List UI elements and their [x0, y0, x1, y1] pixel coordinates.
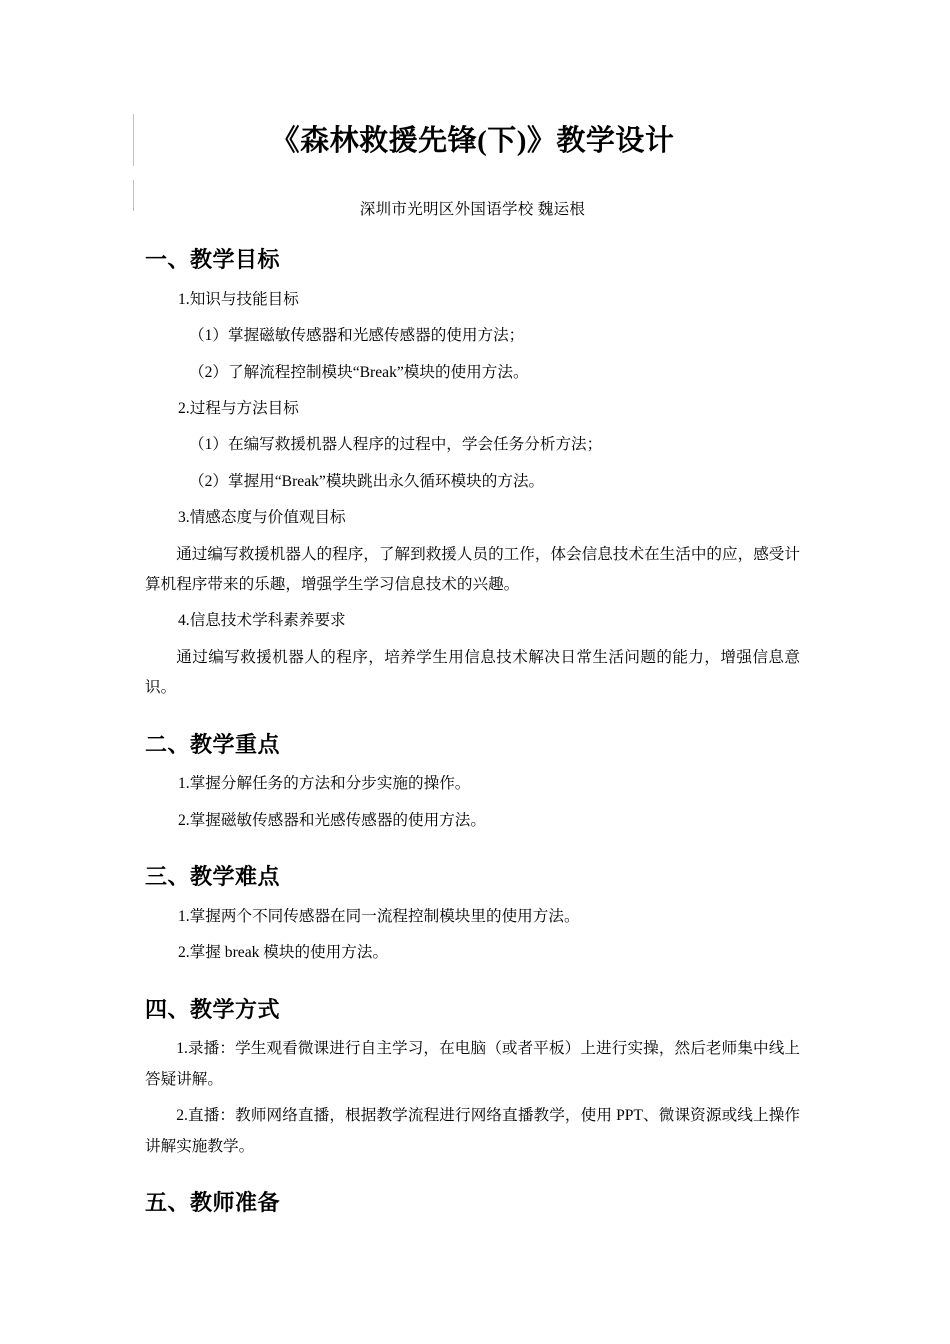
difficult-point-item-1: 1.掌握两个不同传感器在同一流程控制模块里的使用方法。: [178, 907, 580, 925]
key-point-item-2: 2.掌握磁敏传感器和光感传感器的使用方法。: [178, 811, 486, 829]
objective-item-3-paragraph: 通过编写救援机器人的程序，了解到救援人员的工作，体会信息技术在生活中的应，感受计算机程序带来的乐趣，增强学生学习信息技术的兴趣。: [145, 545, 800, 594]
change-bar-title: [133, 114, 134, 166]
objective-item-3-heading: 3.情感态度与价值观目标: [178, 509, 346, 527]
objective-item-1-heading: 1.知识与技能目标: [178, 290, 299, 308]
objective-item-4-heading: 4.信息技术学科素养要求: [178, 612, 346, 630]
teaching-method-item-2: 2.直播：教师网络直播，根据教学流程进行网络直播教学，使用 PPT、微课资源或线上操作讲解实施教学。: [145, 1107, 800, 1155]
change-bar-byline: [133, 180, 134, 211]
objective-item-1-sub-1: （1）掌握磁敏传感器和光感传感器的使用方法；: [189, 327, 525, 345]
difficult-point-item-2: 2.掌握 break 模块的使用方法。: [178, 944, 389, 962]
page-title: 《森林救援先锋(下)》教学设计: [270, 125, 675, 157]
section-heading-key-points: 二、教学重点: [145, 731, 281, 757]
objective-item-1-sub-2: （2）了解流程控制模块“Break”模块的使用方法。: [189, 363, 529, 381]
document-body: [145, 100, 800, 1222]
objective-item-2-sub-1: （1）在编写救援机器人程序的过程中，学会任务分析方法；: [189, 436, 603, 454]
section-heading-difficult-points: 三、教学难点: [145, 864, 281, 890]
teaching-method-item-1: 1.录播：学生观看微课进行自主学习，在电脑（或者平板）上进行实操，然后老师集中线上答疑讲解。: [145, 1040, 800, 1088]
objective-item-2-sub-2: （2）掌握用“Break”模块跳出永久循环模块的方法。: [189, 472, 545, 490]
section-heading-teacher-preparation: 五、教师准备: [145, 1190, 281, 1216]
key-point-item-1: 1.掌握分解任务的方法和分步实施的操作。: [178, 775, 471, 793]
section-heading-teaching-methods: 四、教学方式: [145, 996, 281, 1022]
byline: 深圳市光明区外国语学校 魏运根: [359, 201, 586, 219]
objective-item-2-heading: 2.过程与方法目标: [178, 400, 299, 418]
section-heading-teaching-objectives: 一、教学目标: [145, 247, 281, 273]
objective-item-4-paragraph: 通过编写救援机器人的程序，培养学生用信息技术解决日常生活问题的能力，增强信息意识。: [145, 648, 800, 697]
